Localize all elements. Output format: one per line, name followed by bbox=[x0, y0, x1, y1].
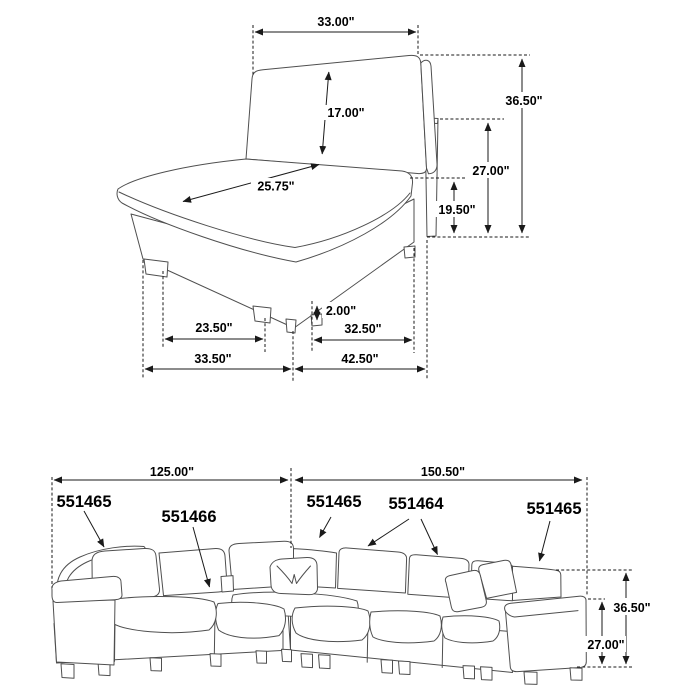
sofa-seat-cushion bbox=[216, 602, 286, 638]
chair-leg bbox=[404, 246, 415, 258]
sofa-back-cushion bbox=[338, 548, 407, 593]
sofa-leg bbox=[282, 649, 292, 661]
chair-dim-back-height: 27.00" bbox=[472, 164, 510, 178]
sofa-seat-cushion bbox=[292, 606, 370, 641]
sofa-accent-pillow bbox=[445, 570, 486, 611]
chair-leg bbox=[286, 319, 296, 333]
sku-arrow-corner bbox=[320, 517, 332, 538]
armless-chair-drawing bbox=[117, 55, 438, 333]
sofa-leg bbox=[463, 666, 475, 679]
sofa-dim-overall-height: 36.50" bbox=[613, 601, 651, 615]
sku-arrow-center-1 bbox=[368, 519, 409, 546]
chair-dim-seat-height: 19.50" bbox=[438, 203, 476, 217]
chair-dim-side-leg-span: 32.50" bbox=[344, 322, 382, 336]
sofa-leg bbox=[61, 664, 74, 679]
chair-dim-overall-height: 36.50" bbox=[505, 94, 543, 108]
sofa-leg bbox=[481, 667, 493, 680]
sku-center-armless-module: 551464 bbox=[388, 495, 444, 513]
sofa-back-cushion bbox=[159, 549, 227, 596]
sofa-seat-cushion bbox=[109, 596, 217, 632]
sofa-leg bbox=[150, 658, 162, 671]
sku-arrow-right-arm bbox=[540, 521, 551, 561]
sku-right-arm-module: 551465 bbox=[526, 500, 582, 518]
chair-leg bbox=[144, 259, 168, 277]
sku-corner-module: 551465 bbox=[306, 493, 362, 511]
sofa-leg bbox=[210, 654, 221, 667]
sku-arrow-left-arm bbox=[84, 511, 104, 547]
sofa-side-bracket bbox=[221, 576, 234, 592]
sofa-seat-cushion bbox=[442, 616, 500, 643]
sofa-right-module-back bbox=[513, 566, 562, 600]
sofa-leg bbox=[256, 651, 267, 664]
sofa-left-arm-front bbox=[53, 600, 115, 665]
sofa-dim-arm-height: 27.00" bbox=[587, 638, 625, 652]
chair-dim-leg-height: 2.00" bbox=[325, 304, 357, 318]
chair-dim-overall-width: 33.50" bbox=[194, 352, 232, 366]
sku-left-arm-module: 551465 bbox=[56, 493, 112, 511]
sofa-leg bbox=[399, 661, 411, 675]
sofa-leg bbox=[301, 654, 313, 668]
chair-leg bbox=[253, 306, 271, 323]
sofa-leg bbox=[381, 660, 393, 674]
sofa-right-arm bbox=[505, 596, 587, 671]
sku-arrow-center-2 bbox=[421, 519, 438, 555]
sofa-seat-cushion bbox=[370, 611, 442, 643]
sofa-leg bbox=[319, 655, 331, 669]
sofa-dim-left-width: 125.00" bbox=[149, 465, 195, 479]
chair-dim-back-cushion: 17.00" bbox=[327, 106, 365, 120]
sofa-leg bbox=[570, 668, 582, 681]
chair-dim-top-width: 33.00" bbox=[317, 15, 355, 29]
sofa-leg bbox=[524, 672, 537, 685]
sofa-dim-right-width: 150.50" bbox=[420, 465, 466, 479]
sectional-sofa-drawing bbox=[52, 541, 586, 684]
sku-armless-module: 551466 bbox=[161, 508, 217, 526]
chair-dim-front-leg-span: 23.50" bbox=[195, 321, 233, 335]
chair-dim-seat-diagonal: 25.75" bbox=[257, 179, 295, 194]
chair-dim-overall-depth: 42.50" bbox=[341, 352, 379, 366]
